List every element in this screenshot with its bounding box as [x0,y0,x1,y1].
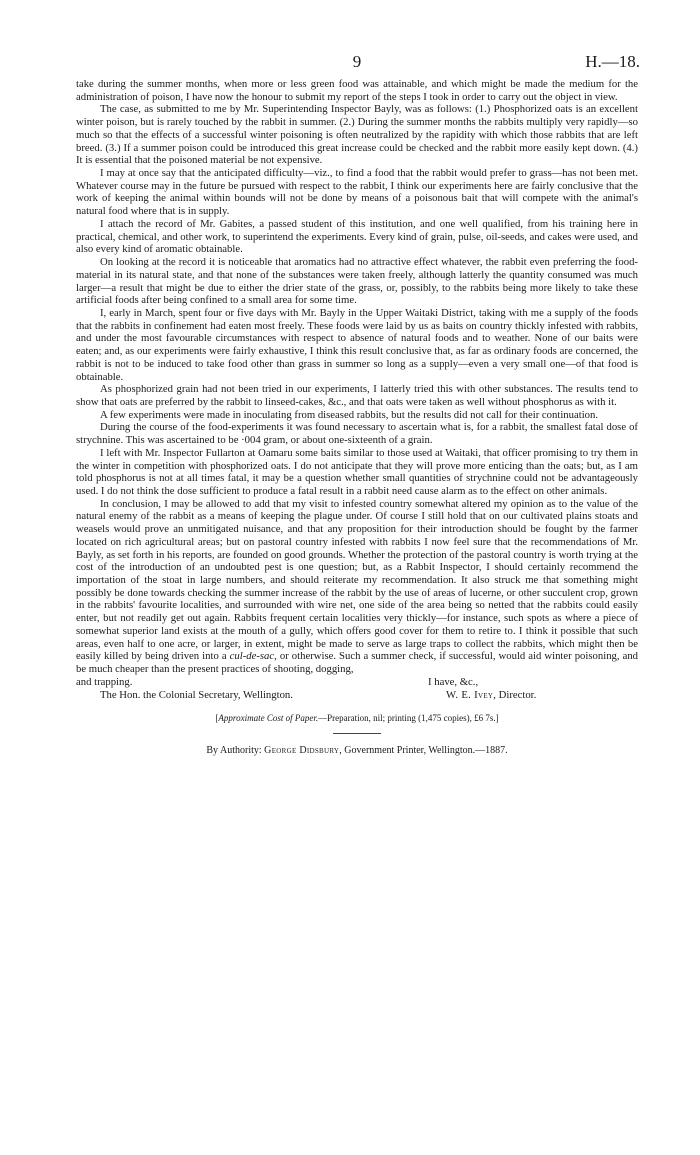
signature [446,689,536,702]
document-page [76,52,638,756]
divider [333,733,381,734]
signature-row [76,689,638,702]
paragraph-inoculation: A few experiments were made in inoculating from diseased rabbits, but the results did not call for their continuation. [100,408,599,421]
paragraph-waitaki: I, early in March, spent four or five days with Mr. Bayly in the Upper Waitaki District, taking with me a supply of the foods that the rabbits in confinement had eaten most freely. These foods were laid by us as baits on country thickly infested with rabbits, and under the most favourable circumstances with respect to absence of natural foods and to weather. None of our baits were eaten; and, as our experiments were fairly exhaustive, I think this result conclusive that, as far as ordinary foods are concerned, the rabbit is not to be induced to take food other than grass in summer so long as a supply—even a very small one—of that food is obtainable. [76,306,638,383]
paragraph-record: I attach the record of Mr. Gabites, a passed student of this institution, and one well qualified, from his training here in practical, chemical, and other work, to superintend the experiments. Every kind of grain, pulse, oil-seeds, and cakes were used, and also every kind of aromatic obtainable. [76,217,638,256]
authority-prefix: By Authority: [206,745,265,757]
conclusion-text-b: , or otherwise. Such a summer check, if successful, would aid winter poisoning, and be much cheaper than the present practices of shooting, dogging, [76,650,639,676]
cost-note: [Approximate Cost of Paper.—Preparation, nil; printing (1,475 copies), £6 7s.] [215,713,499,724]
paragraph-conclusion [76,498,638,676]
paragraph-strychnine: During the course of the food-experiments it was found necessary to ascertain what is, for a rabbit, the smallest fatal dose of strychnine. This was ascertained to be ·004 gram, or about one-sixteenth of a grain. [76,421,638,447]
complimentary-close: I have, &c., [428,675,479,688]
signature-name: W. E. Ivey [446,688,494,701]
authority-suffix: , Government Printer, Wellington.—1887. [339,745,508,757]
conclusion-text-a: In conclusion, I may be allowed to add that my visit to infested country somewhat altered my opinion as to the value of the natural enemy of the rabbit as a means of keeping the plague under. Of course I still hold that on our cultivated plains stoats and weasels would prove an unmitigated nuisance, and that any proposition for their introduction should be fought by the farmer located on rich agricultural areas; but on pastoral country infested with rabbits I now feel sure that the recommendations of Mr. Bayly, as set forth in his reports, are founded on good grounds. Whether the protection of the pastoral country is worth trying at the cost of the introduction of an undoubted pest is one question; but, as a Rabbit Inspector, I should certainly recommend the importation of the stoat in large numbers, and should reiterate my recommendation. It also struck me that something might possibly be done towards checking the summer increase of the rabbit by the use of areas of lucerne, or other succulent crop, grown in the rabbits' favourite localities, and surrounded with wire net, one side of the area being so netted that the rabbits could easily enter, but not readily get out again. Rabbits frequent certain localities very thickly—for instance, such spots as where a piece of somewhat superior land exists at the mouth of a gully, which offers good cover for them to retire to. I think it possible that such areas, even half to one acre, or larger, in extent, might be made to serve as large traps to collect the rabbits, which might then be easily killed by being driven into a [76,497,638,663]
paragraph-oamaru: I left with Mr. Inspector Fullarton at Oamaru some baits similar to those used at Waitaki, that officer promising to try them in the winter in competition with phosphorized oats. I do not anticipate that they will prove more enticing than the oats; but, as I am told phosphorus is not at all times fatal, it may be a question whether small quantities of strychnine could not be advantageously used. I do not think the dose sufficient to produce a fatal result in a rabbit need cause alarm as to the effect on other animals. [76,446,638,497]
paragraph-difficulty: I may at once say that the anticipated difficulty—viz., to find a food that the rabbit would prefer to grass—has not been met. Whatever course may in the future be pursued with respect to the rabbit, I think our experiments here are fairly conclusive that the work of keeping the animal within bounds will not be done by means of a poisonous bait that will compete with the animal's natural food where that is in supply. [76,167,638,218]
page-header [76,52,638,78]
paragraph-phosphorized: As phosphorized grain had not been tried in our experiments, I latterly tried this with other substances. The results tend to show that oats are preferred by the rabbit to linseed-cakes, &c., and that oats were taken as well without phosphorus as with it. [76,383,638,408]
page-number: 9 [352,52,362,71]
paragraph-aromatics: On looking at the record it is noticeable that aromatics had no attractive effect whatever, the rabbit even preferring the food-material in its natural state, and that none of the substances were taken freely, although latterly the quantity consumed was much larger—a result that might be due to either the drier state of the grass, or, possibly, to the rabbits being more likely to take these artificial foods after being confined to a small area for some time. [76,256,638,307]
cost-note-label: Approximate Cost of Paper. [218,713,319,724]
document-reference: H.—18. [585,52,640,71]
paragraph-continuation: take during the summer months, when more or less green food was attainable, and which might be made the medium for the administration of poison, I have now the honour to submit my report of the steps I took in order to carry out the object in view. [76,78,638,103]
closing-row [76,676,638,689]
printer-name: George Didsbury [264,745,340,757]
addressee: The Hon. the Colonial Secretary, Wellington. [100,688,293,701]
signature-title: , Director. [493,688,537,701]
printer-authority [76,745,638,756]
closing-last-line: and trapping. [76,675,133,688]
cost-note-text: —Preparation, nil; printing (1,475 copies), £6 7s. [318,713,496,724]
conclusion-italic-term: cul-de-sac [229,650,275,663]
report-body [76,78,638,701]
paragraph-case: The case, as submitted to me by Mr. Superintending Inspector Bayly, was as follows: (1.) Phosphorized oats is an excellent winter poison, but is rarely touched by the rabbit in summer. (2.) During the summer months the rabbits multiply very rapidly—so much so that the effects of a successful winter poisoning is often neutralized by the rapidity with which those rabbits that are left breed. (3.) If a summer poison could be introduced this great increase could be checked and the rabbit more easily kept down. (4.) It is essential that the poisoned material be not expensive. [76,103,638,167]
